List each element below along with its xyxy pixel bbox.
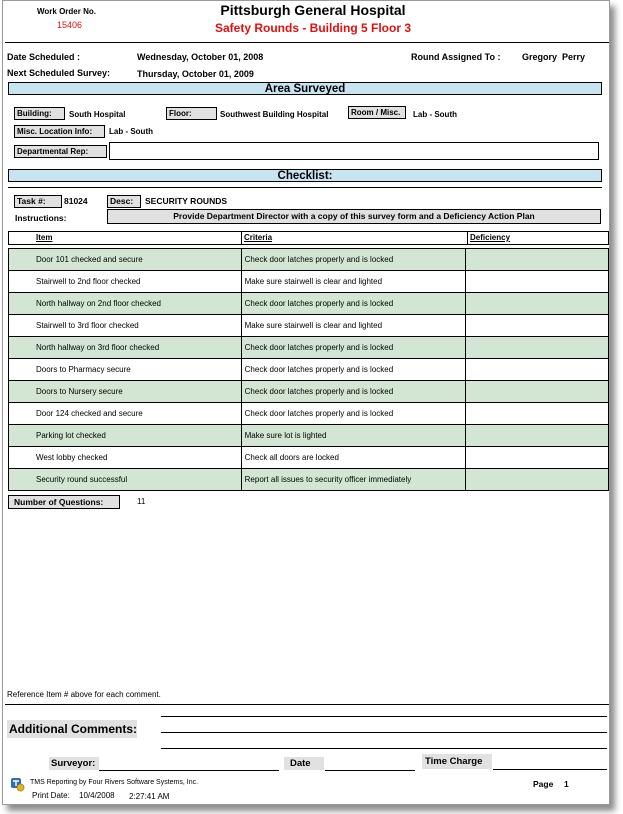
reporting-credit: TMS Reporting by Four Rivers Software Systems, Inc. bbox=[30, 779, 199, 786]
row-deficiency bbox=[466, 337, 609, 359]
row-criteria: Check door latches properly and is locked bbox=[241, 359, 466, 381]
date-label: Date bbox=[284, 757, 324, 770]
desc-value: SECURITY ROUNDS bbox=[145, 196, 228, 206]
row-deficiency bbox=[466, 447, 609, 469]
time-charge-line[interactable] bbox=[493, 769, 607, 770]
table-row bbox=[9, 469, 609, 491]
area-surveyed-band: Area Surveyed bbox=[8, 82, 602, 95]
room-value: Lab - South bbox=[413, 110, 457, 119]
column-divider bbox=[467, 232, 468, 244]
row-deficiency bbox=[466, 381, 609, 403]
work-order-number: 15406 bbox=[57, 20, 83, 30]
row-criteria: Make sure lot is lighted bbox=[241, 425, 466, 447]
table-row bbox=[9, 447, 609, 469]
row-deficiency bbox=[466, 425, 609, 447]
row-criteria: Check door latches properly and is locked bbox=[241, 249, 466, 271]
table-row bbox=[9, 249, 609, 271]
table-row bbox=[9, 359, 609, 381]
misc-location-value: Lab - South bbox=[109, 127, 153, 136]
print-date-label: Print Date: bbox=[32, 791, 70, 800]
departmental-rep-label: Departmental Rep: bbox=[14, 145, 107, 158]
table-row bbox=[9, 337, 609, 359]
row-criteria: Check door latches properly and is locked bbox=[241, 403, 466, 425]
task-label: Task #: bbox=[14, 195, 62, 208]
page-number: 1 bbox=[564, 779, 569, 789]
row-item: Door 124 checked and secure bbox=[9, 403, 242, 425]
row-item: Doors to Pharmacy secure bbox=[9, 359, 242, 381]
print-date-value: 10/4/2008 bbox=[79, 791, 115, 800]
task-number: 81024 bbox=[64, 196, 88, 206]
comment-line-2[interactable] bbox=[161, 732, 607, 733]
surveyor-label: Surveyor: bbox=[49, 757, 99, 770]
round-assigned-label: Round Assigned To : bbox=[411, 52, 501, 62]
row-criteria: Check door latches properly and is locked bbox=[241, 381, 466, 403]
row-deficiency bbox=[466, 271, 609, 293]
next-survey-value: Thursday, October 01, 2009 bbox=[137, 69, 254, 79]
row-item: North hallway on 3rd floor checked bbox=[9, 337, 242, 359]
row-item: Stairwell to 2nd floor checked bbox=[9, 271, 242, 293]
additional-comments-label: Additional Comments: bbox=[9, 722, 137, 736]
floor-value: Southwest Building Hospital bbox=[220, 110, 329, 119]
round-assigned-value: Gregory Perry bbox=[522, 52, 586, 62]
column-header-criteria: Criteria bbox=[244, 233, 273, 242]
date-scheduled-value: Wednesday, October 01, 2008 bbox=[137, 52, 264, 62]
row-criteria: Check door latches properly and is locked bbox=[241, 337, 466, 359]
table-row bbox=[9, 403, 609, 425]
table-row bbox=[9, 271, 609, 293]
comment-line-1[interactable] bbox=[161, 716, 607, 717]
misc-location-label: Misc. Location Info: bbox=[14, 125, 105, 138]
report-subtitle: Safety Rounds - Building 5 Floor 3 bbox=[214, 21, 411, 35]
checklist-divider bbox=[8, 187, 602, 188]
row-item: Stairwell to 3rd floor checked bbox=[9, 315, 242, 337]
column-header-deficiency: Deficiency bbox=[470, 233, 511, 242]
row-item: Doors to Nursery secure bbox=[9, 381, 242, 403]
table-row bbox=[9, 315, 609, 337]
checklist-table bbox=[8, 248, 609, 491]
departmental-rep-field bbox=[109, 142, 599, 160]
instructions-value: Provide Department Director with a copy of this survey form and a Deficiency Action Plan bbox=[107, 209, 601, 224]
date-signature-line[interactable] bbox=[325, 770, 415, 771]
work-order-label: Work Order No. bbox=[37, 7, 96, 16]
column-header-item: Item bbox=[36, 233, 53, 242]
row-criteria: Check all doors are locked bbox=[241, 447, 466, 469]
building-label: Building: bbox=[14, 107, 65, 120]
instructions-label: Instructions: bbox=[15, 213, 67, 223]
surveyor-signature-line[interactable] bbox=[99, 770, 279, 771]
row-deficiency bbox=[466, 293, 609, 315]
desc-label: Desc: bbox=[107, 195, 141, 208]
row-deficiency bbox=[466, 469, 609, 491]
table-row bbox=[9, 381, 609, 403]
time-charge-label: Time Charge bbox=[422, 754, 492, 769]
building-value: South Hospital bbox=[69, 110, 126, 119]
checklist-header-row bbox=[8, 231, 609, 245]
row-deficiency bbox=[466, 403, 609, 425]
column-divider bbox=[241, 232, 242, 244]
num-questions-value: 11 bbox=[137, 497, 146, 506]
report-page bbox=[2, 0, 610, 805]
room-label: Room / Misc. bbox=[348, 106, 406, 119]
print-time-value: 2:27:41 AM bbox=[129, 792, 170, 801]
row-item: Door 101 checked and secure bbox=[9, 249, 242, 271]
row-item: Parking lot checked bbox=[9, 425, 242, 447]
row-criteria: Make sure stairwell is clear and lighted bbox=[241, 315, 466, 337]
row-criteria: Make sure stairwell is clear and lighted bbox=[241, 271, 466, 293]
next-survey-label: Next Scheduled Survey: bbox=[7, 68, 111, 78]
comment-line-3[interactable] bbox=[161, 748, 607, 749]
row-item: North hallway on 2nd floor checked bbox=[9, 293, 242, 315]
table-row bbox=[9, 293, 609, 315]
footer-divider bbox=[5, 704, 609, 705]
row-deficiency bbox=[466, 249, 609, 271]
floor-label: Floor: bbox=[166, 107, 217, 120]
date-scheduled-label: Date Scheduled : bbox=[7, 52, 81, 62]
header-divider bbox=[5, 42, 609, 43]
row-item: West lobby checked bbox=[9, 447, 242, 469]
num-questions-label: Number of Questions: bbox=[8, 495, 120, 509]
checklist-band: Checklist: bbox=[8, 169, 602, 182]
reference-note: Reference Item # above for each comment. bbox=[7, 690, 161, 699]
hospital-title: Pittsburgh General Hospital bbox=[220, 2, 406, 18]
row-deficiency bbox=[466, 315, 609, 337]
row-deficiency bbox=[466, 359, 609, 381]
table-row bbox=[9, 425, 609, 447]
row-criteria: Check door latches properly and is locked bbox=[241, 293, 466, 315]
page-label: Page bbox=[533, 779, 554, 789]
row-criteria: Report all issues to security officer immediately bbox=[241, 469, 466, 491]
tms-logo-icon bbox=[10, 777, 25, 792]
row-item: Security round successful bbox=[9, 469, 242, 491]
